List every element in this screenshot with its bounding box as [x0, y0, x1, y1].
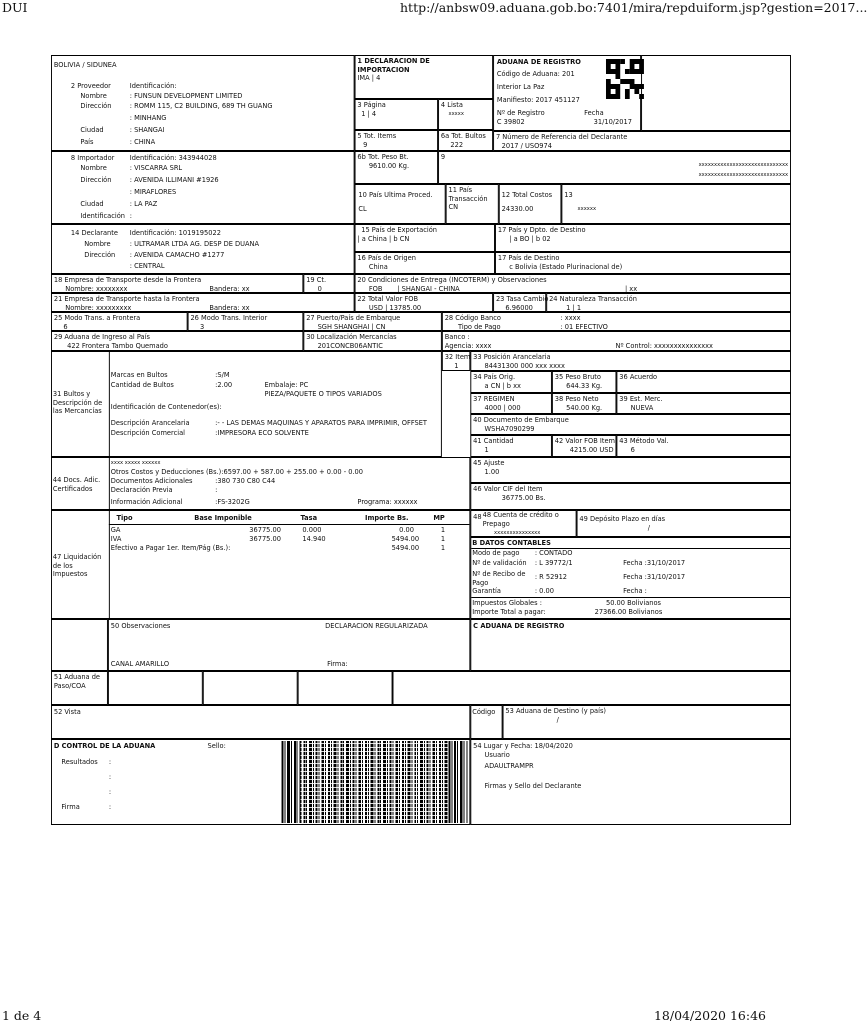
pais-origen-box: 16 País de Origen China	[355, 252, 495, 274]
observaciones-box: 50 Observaciones DECLARACION REGULARIZADA CANAL AMARILLO Firma:	[108, 619, 470, 671]
bultos-descripcion-box: 31 Bultos y Descripción de las Mercancías Marcas en Bultos :S/M Cantidad de Bultos :2.00 Embalaje: PC PIEZA/PAQUETE O TIPOS VARIADOS Identificación de Contenedor(es): Descripción Arancelaria :- - LAS DEMAS MAQUINAS Y APARATOS PARA IMPRIMIR, OFFSET Descripción Comercial :IMPRESORA ECO SOLVENTE	[51, 351, 442, 457]
bultos-box: 6a Tot. Bultos 222	[438, 130, 493, 151]
box13: 13 xxxxxx	[561, 184, 791, 224]
cantidad-box: 41 Cantidad 1	[470, 435, 552, 457]
modo-frontera-box: 25 Modo Trans. a Frontera 6	[51, 312, 188, 331]
docs-adicionales-box: 44 Docs. Adic. Certificados xxxx xxxxx xxxxxx Otros Costos y Deducciones (Bs.):6597.00 + 587.00 + 255.00 + 0.00 - 0.00 Documentos Adicionales :380 730 C80 C44 Declaración Previa : Información Adicional :FS-3202G Programa: xxxxxx	[51, 457, 470, 510]
incoterm-box: 20 Condiciones de Entrega (INCOTERM) y Observaciones FOB | SHANGAI - CHINA | xx	[355, 274, 791, 293]
pdf417-icon	[301, 741, 449, 823]
peso-box: 6b Tot. Peso Bt. 9610.00 Kg.	[355, 151, 438, 184]
regimen-box: 37 REGIMEN 4000 | 000	[470, 393, 552, 414]
puerto-box: 27 Puerto/País de Embarque SGH SHANGHAI | CN	[303, 312, 442, 331]
qr-code-icon	[606, 59, 644, 99]
pais-destino-dpto-box: 17 País y Dpto. de Destino | a BO | b 02	[495, 224, 791, 252]
referencia-box: 7 Número de Referencia del Declarante 2017 / USO974	[493, 131, 791, 151]
pais-exportacion-box: 15 País de Exportación | a China | b CN	[355, 224, 495, 252]
proveedor-nombre: : FUNSUN DEVELOPMENT LIMITED	[129, 92, 243, 100]
liquidacion-box: 47 Liquidación de los Impuestos Tipo Base Imponible Tasa Importe Bs. MP GA 36775.00 0.000 0.00 1 IVA 36775.00 14.940 5494.00 1 Efectivo a Pagar 1er. Item/Pág (Bs.): 5494.00 1	[51, 510, 470, 619]
lista-box: 4 Lista xxxxx	[438, 99, 493, 130]
aduana-registro-c-box: C ADUANA DE REGISTRO	[470, 619, 791, 671]
est-merc-box: 39 Est. Merc. NUEVA	[616, 393, 791, 414]
vista-box: 52 Vista	[51, 705, 470, 739]
ajuste-box: 45 Ajuste 1.00	[470, 457, 791, 483]
pais-orig-box: 34 País Orig. a CN | b xx	[470, 371, 552, 393]
proveedor-label: 2 Proveedor	[70, 82, 111, 90]
aduana-registro-box: ADUANA DE REGISTRO Código de Aduana: 201 Interior La Paz Manifiesto: 2017 451127 Nº de Registro Fecha C 39802 31/10/2017	[493, 55, 641, 131]
transporte-hasta-box: 21 Empresa de Transporte hasta la Frontera Nombre: xxxxxxxxx Bandera: xx	[51, 293, 355, 312]
doc-embarque-box: 40 Documento de Embarque WSHA7090299	[470, 414, 791, 435]
aduana-destino-box: 53 Aduana de Destino (y país) /	[503, 705, 791, 739]
aduana-paso-box: 51 Aduana de Paso/COA	[51, 671, 108, 705]
liq-row-iva: IVA	[110, 535, 122, 543]
peso-neto-box: 38 Peso Neto 540.00 Kg.	[552, 393, 617, 414]
lugar-fecha-box: 54 Lugar y Fecha: 18/04/2020 Usuario ADAULTRAMPR Firmas y Sello del Declarante	[470, 739, 791, 825]
deposito-box: 49 Depósito Plazo en días /	[577, 510, 791, 537]
importador-nombre: : VISCARRA SRL	[129, 164, 183, 172]
valor-cif-box: 46 Valor CIF del Item 36775.00 Bs.	[470, 483, 791, 510]
localizacion-box: 30 Localización Mercancías 201CONCB06ANTIC	[303, 331, 442, 351]
blank-obs-left	[51, 619, 108, 671]
page-indicator: 1 de 4	[2, 1008, 42, 1023]
print-datetime: 18/04/2020 16:46	[653, 1008, 766, 1023]
item-box: 32 Item 1	[442, 351, 470, 371]
pais-transaccion-box: 11 País Transacción CN	[446, 184, 499, 224]
pagina-box: 3 Página 1 | 4	[355, 99, 438, 130]
peso-bruto-box: 35 Peso Bruto 644.33 Kg.	[552, 371, 617, 393]
importador-box: 8 Importador Identificación: 343944028 Nombre : VISCARRA SRL Dirección : AVENIDA ILLIMANI #1926 : MIRAFLORES Ciudad : LA PAZ Identificación :	[51, 151, 355, 224]
dui-form	[51, 55, 791, 825]
browser-url: http://anbsw09.aduana.gob.bo:7401/mira/repduiform.jsp?gestion=2017...	[400, 0, 867, 15]
browser-title: DUI	[2, 0, 28, 15]
pais-ultima-box: 10 País Ultima Proced. CL	[355, 184, 446, 224]
naturaleza-box: 24 Naturaleza Transacción 1 | 1	[546, 293, 791, 312]
box9: 9 xxxxxxxxxxxxxxxxxxxxxxxxxxxxx xxxxxxxxxxxxxxxxxxxxxxxxxxxxx	[438, 151, 791, 184]
datos-contables-box: B DATOS CONTABLES Modo de pago : CONTADO Nº de validación : L 39772/1 Fecha :31/10/2017 Nº de Recibo de Pago : R 52912 Fecha :31/10/2017 Garantía : 0.00 Fecha : Impuestos Globales : 50.00 Bolivianos Importe Total a pagar: 27366.00 Bolivianos	[470, 537, 791, 619]
pais-destino-box: 17 País de Destino c Bolivia (Estado Plurinacional de)	[495, 252, 791, 274]
posicion-box: 33 Posición Arancelaria 84431300 000 xxx xxxx	[470, 351, 791, 371]
transporte-frontera-box: 18 Empresa de Transporte desde la Frontera Nombre: xxxxxxxx Bandera: xx	[51, 274, 303, 293]
valor-fob-box: 22 Total Valor FOB USD | 13785.00	[355, 293, 494, 312]
aduana-ingreso-box: 29 Aduana de Ingreso al País 422 Frontera Tambo Quemado	[51, 331, 303, 351]
acuerdo-box: 36 Acuerdo	[616, 371, 791, 393]
country-label: BOLIVIA / SIDUNEA	[53, 61, 117, 69]
fob-item-box: 42 Valor FOB Item 4215.00 USD	[552, 435, 617, 457]
ct-box: 19 Ct. 0	[303, 274, 354, 293]
proveedor-box: BOLIVIA / SIDUNEA 2 Proveedor Identificación: Nombre : FUNSUN DEVELOPMENT LIMITED Dirección : ROMM 115, C2 BUILDING, 689 TH GUANG : MINHANG Ciudad : SHANGAI País : CHINA	[51, 55, 355, 151]
banco-box: 28 Código Banco : xxxx Tipo de Pago : 01 EFECTIVO	[442, 312, 791, 331]
modo-interior-box: 26 Modo Trans. Interior 3	[188, 312, 304, 331]
blank-top-right	[641, 55, 791, 131]
declaracion-box: 1 DECLARACION DE IMPORTACION IMA | 4	[355, 55, 494, 99]
control-aduana-box: D CONTROL DE LA ADUANA Sello: Resultados : : : Firma :	[51, 739, 470, 825]
cuenta-credito-box: 48 48 Cuenta de crédito o Prepago xxxxxxxxxxxxxxx	[470, 510, 576, 537]
declarante-box: 14 Declarante Identificación: 1019195022 Nombre : ULTRAMAR LTDA AG. DESP DE DUANA Dirección : AVENIDA CAMACHO #1277 : CENTRAL	[51, 224, 355, 274]
banco-control-box: Banco : Agencia: xxxx Nº Control: xxxxxxxxxxxxxxx	[442, 331, 791, 351]
costos-box: 12 Total Costos 24330.00	[499, 184, 562, 224]
items-box: 5 Tot. Items 9	[355, 130, 438, 151]
liq-row-ga: GA	[110, 526, 121, 534]
codigo-box: Código	[470, 705, 502, 739]
metodo-box: 43 Método Val. 6	[616, 435, 791, 457]
tasa-cambio-box: 23 Tasa Cambio 6.96000	[493, 293, 546, 312]
